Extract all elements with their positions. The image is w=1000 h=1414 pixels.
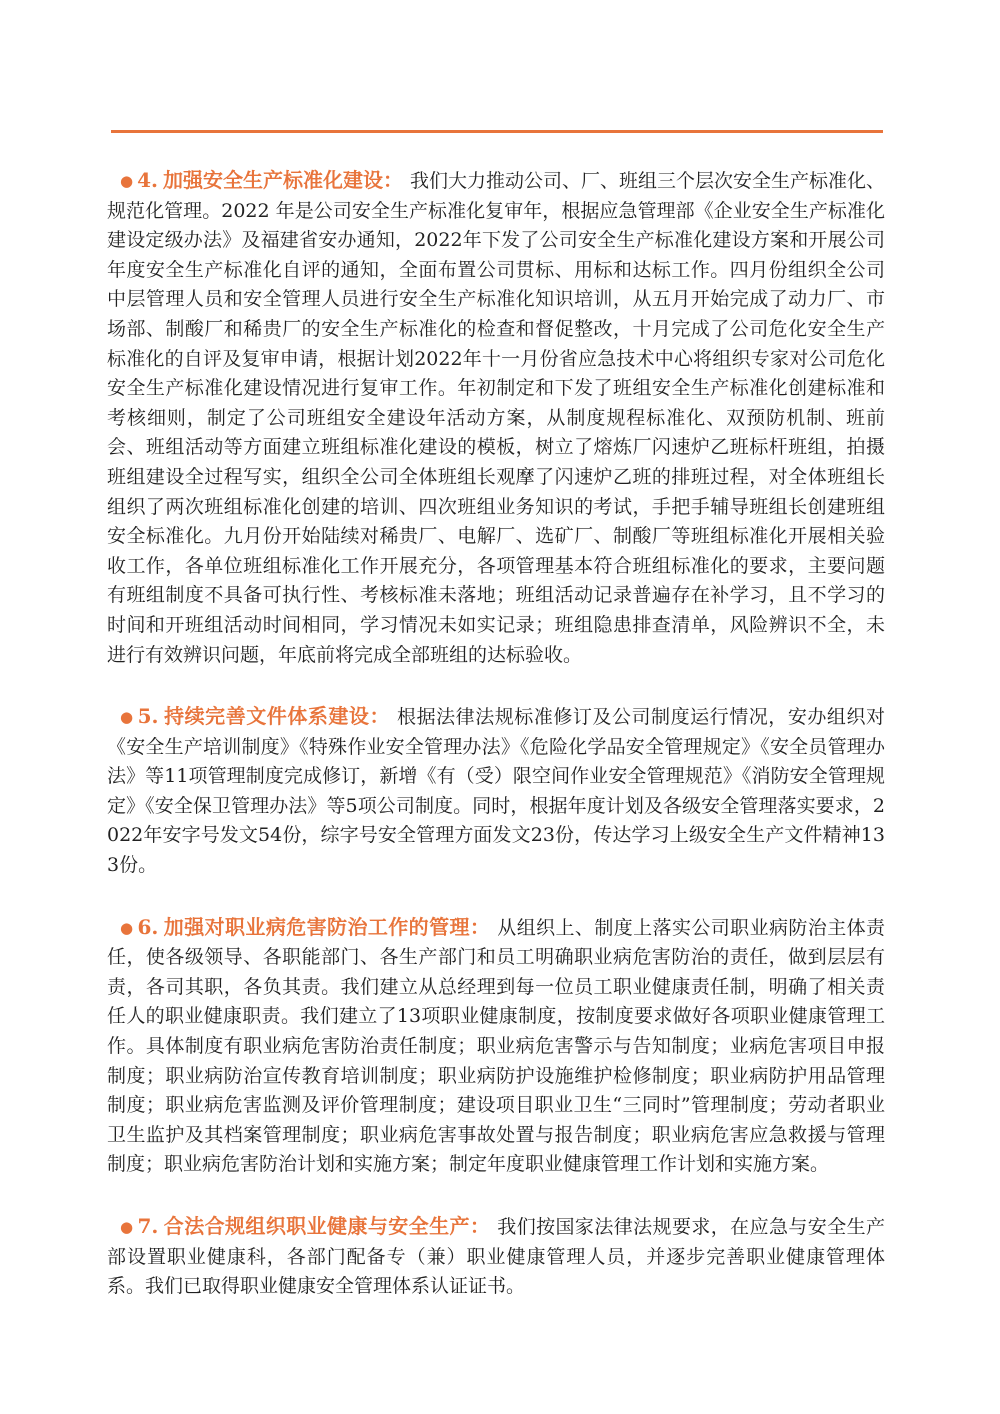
bullet-icon: ● — [120, 172, 134, 190]
section-title: 加强对职业病危害防治工作的管理： — [163, 914, 491, 939]
section-paragraph-4 — [107, 166, 885, 670]
section-title: 合法合规组织职业健康与安全生产： — [163, 1214, 491, 1238]
bullet-icon: ● — [120, 708, 134, 727]
section-paragraph-5 — [107, 702, 885, 881]
section-body: 我们按国家法律法规要求，在应急与安全生产部设置职业健康科，各部门配备专（兼）职业健康管理人员，并逐步完善职业健康管理体系。我们已取得职业健康安全管理体系认证证书。 — [107, 1216, 886, 1298]
section-number: 5. — [137, 704, 159, 729]
page-content — [107, 166, 885, 1334]
section-number: 4. — [137, 168, 158, 192]
section-title: 加强安全生产标准化建设： — [162, 168, 403, 192]
section-body: 我们大力推动公司、厂、班组三个层次安全生产标准化、规范化管理。2022 年是公司安全生产标准化复审年，根据应急管理部《企业安全生产标准化建设定级办法》及福建省安办通知，2022年下发了公司安全生产标准化建设方案和开展公司年度安全生产标准化自评的通知，全面布置公司贯标、用标和达标工作。四月份组织全公司中层管理人员和安全管理人员进行安全生产标准化知识培训，从五月开始完成了动力厂、市场部、制酸厂和稀贵厂的安全生产标准化的检查和督促整改，十月完成了公司危化安全生产标准化的自评及复审申请，根据计划2022年十一月份省应急技术中心将组织专家对公司危化安全生产标准化建设情况进行复审工作。年初制定和下发了班组安全生产标准化创建标准和考核细则，制定了公司班组安全建设年活动方案，从制度规程标准化、双预防机制、班前会、班组活动等方面建立班组标准化建设的模板，树立了熔炼厂闪速炉乙班标杆班组，拍摄班组建设全过程写实，组织全公司全体班组长观摩了闪速炉乙班的排班过程，对全体班组长组织了两次班组标准化创建的培训、四次班组业务知识的考试，手把手辅导班组长创建班组安全标准化。九月份开始陆续对稀贵厂、电解厂、选矿厂、制酸厂等班组标准化开展相关验收工作，各单位班组标准化工作开展充分，各项管理基本符合班组标准化的要求，主要问题有班组制度不具备可执行性、考核标准未落地；班组活动记录普遍存在补学习，且不学习的时间和开班组活动时间相同，学习情况未如实记录；班组隐患排查清单，风险辨识不全，未进行有效辨识问题，年底前将完成全部班组的达标验收。 — [107, 170, 885, 666]
bullet-icon: ● — [120, 918, 134, 937]
section-body: 从组织上、制度上落实公司职业病防治主体责任，使各级领导、各职能部门、各生产部门和员工明确职业病危害防治的责任，做到层层有责，各司其职，各负其责。我们建立从总经理到每一位员工职业健康责任制，明确了相关责任人的职业健康职责。我们建立了13项职业健康制度，按制度要求做好各项职业健康管理工作。具体制度有职业病危害防治责任制度；职业病危害警示与告知制度；业病危害项目申报制度；职业病防治宣传教育培训制度；职业病防护设施维护检修制度；职业病防护用品管理制度；职业病危害监测及评价管理制度；建设项目职业卫生“三同时”管理制度；劳动者职业卫生监护及其档案管理制度；职业病危害事故处置与报告制度；职业病危害应急救援与管理制度；职业病危害防治计划和实施方案；制定年度职业健康管理工作计划和实施方案。 — [107, 916, 886, 1176]
section-number: 7. — [137, 1214, 159, 1238]
section-body: 根据法律法规标准修订及公司制度运行情况，安办组织对《安全生产培训制度》《特殊作业安全管理办法》《危险化学品安全管理规定》《安全员管理办法》等11项管理制度完成修订，新增《有（受）限空间作业安全管理规范》《消防安全管理规定》《安全保卫管理办法》等5项公司制度。同时，根据年度计划及各级安全管理落实要求，2022年安字号发文54份，综字号安全管理方面发文23份，传达学习上级安全生产文件精神133份。 — [107, 706, 886, 877]
bullet-icon: ● — [120, 1218, 134, 1236]
top-divider — [111, 130, 883, 133]
section-title: 持续完善文件体系建设： — [163, 704, 391, 729]
section-number: 6. — [137, 914, 159, 939]
section-paragraph-7 — [107, 1212, 885, 1302]
section-paragraph-6 — [107, 913, 885, 1180]
